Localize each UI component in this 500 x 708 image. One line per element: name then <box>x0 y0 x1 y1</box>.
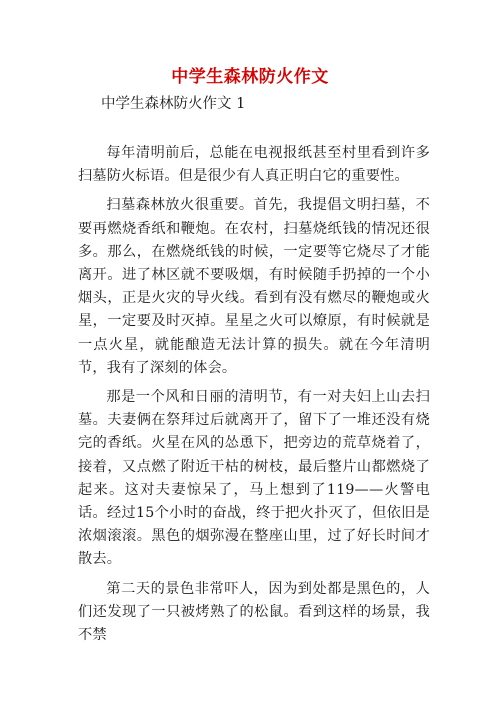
document-title: 中学生森林防火作文 <box>171 67 329 87</box>
paragraph: 每年清明前后，总能在电视报纸甚至村里看到许多扫墓防火标语。但是很少有人真正明白它的重要性。 <box>78 145 430 185</box>
document-body <box>78 142 430 647</box>
paragraph: 扫墓森林放火很重要。首先，我提倡文明扫墓，不要再燃烧香纸和鞭炮。在农村，扫墓烧纸钱的情况还很多。那么，在燃烧纸钱的时候，一定要等它烧尽了才能离开。进了林区就不要吸烟，有时候随手扔掉的一个小烟头，正是火灾的导火线。看到有没有燃尽的鞭炮或火星，一定要及时灭掉。星星之火可以燎原，有时候就是一点火星，就能酿造无法计算的损失。就在今年清明节，我有了深刻的体会。 <box>78 197 430 376</box>
paragraph: 第二天的景色非常吓人，因为到处都是黑色的，人们还发现了一只被烤熟了的松鼠。看到这样的场景，我不禁 <box>78 580 430 644</box>
document-subtitle: 中学生森林防火作文 1 <box>101 96 246 112</box>
paragraph: 那是一个风和日丽的清明节，有一对夫妇上山去扫墓。夫妻俩在祭拜过后就离开了，留下了一堆还没有烧完的香纸。火星在风的怂恿下，把旁边的荒草烧着了，接着，又点燃了附近干枯的树枝，最后整片山都燃烧了起来。这对夫妻惊呆了，马上想到了119——火警电话。经过15个小时的奋战，终于把火扑灭了，但依旧是浓烟滚滚。黑色的烟弥漫在整座山里，过了好长时间才散去。 <box>78 389 430 568</box>
